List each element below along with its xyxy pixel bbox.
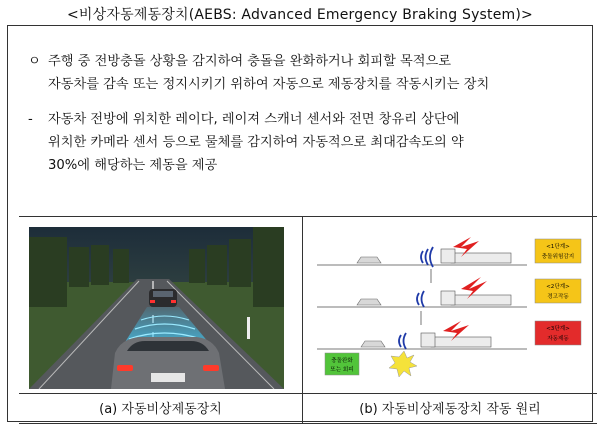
page-title: <비상자동제동장치(AEBS: Advanced Emergency Braking System)> [67, 7, 533, 23]
stage-3-desc: 자동제동 [547, 336, 569, 342]
detail-line: 자동차 전방에 위치한 레이다, 레이져 스캐너 센서와 전면 창유리 상단에 [48, 112, 460, 127]
outcome-line: 충돌완화 [331, 358, 353, 364]
detail-line: 위치한 카메라 센서 등으로 물체를 감지하여 자동적으로 최대감속도의 약 [48, 135, 464, 150]
aebs-principle-svg [311, 227, 587, 389]
aebs-principle-diagram [311, 227, 587, 389]
definition-line: 주행 중 전방충돌 상황을 감지하여 충돌을 완화하거나 회피할 목적으로 [48, 54, 451, 69]
aebs-scene-illustration [29, 227, 284, 389]
stage-3-step: <3단계> [546, 326, 570, 332]
figure-a-caption: (a) 자동비상제동장치 [99, 402, 222, 417]
definition-bullet: ㅇ [28, 54, 41, 69]
stage-1-step: <1단계> [546, 244, 570, 250]
stage-2-step: <2단계> [546, 284, 570, 290]
collision-star [389, 351, 417, 377]
content-frame [7, 25, 593, 422]
aebs-scene-svg [29, 227, 284, 389]
detail-line: 30%에 해당하는 제동을 제공 [48, 158, 218, 173]
front-car [149, 289, 177, 307]
roadside-post [247, 317, 250, 339]
trucks [421, 249, 511, 347]
stage-2-desc: 경고작동 [547, 294, 569, 300]
definition-paragraph [28, 50, 588, 96]
definition-line: 자동차를 감속 또는 정지시키기 위하여 자동으로 제동장치를 작동시키는 장치 [48, 77, 490, 92]
ego-car [111, 337, 225, 389]
detail-bullet: - [28, 112, 33, 127]
figure-table [19, 216, 597, 424]
figure-b-caption: (b) 자동비상제동장치 작동 원리 [359, 402, 541, 417]
front-cars [357, 257, 385, 347]
detail-paragraph [28, 108, 588, 177]
stage-1-desc: 충돌위험감지 [541, 254, 575, 260]
caption-divider [19, 393, 597, 394]
outcome-line: 또는 회피 [330, 367, 354, 373]
